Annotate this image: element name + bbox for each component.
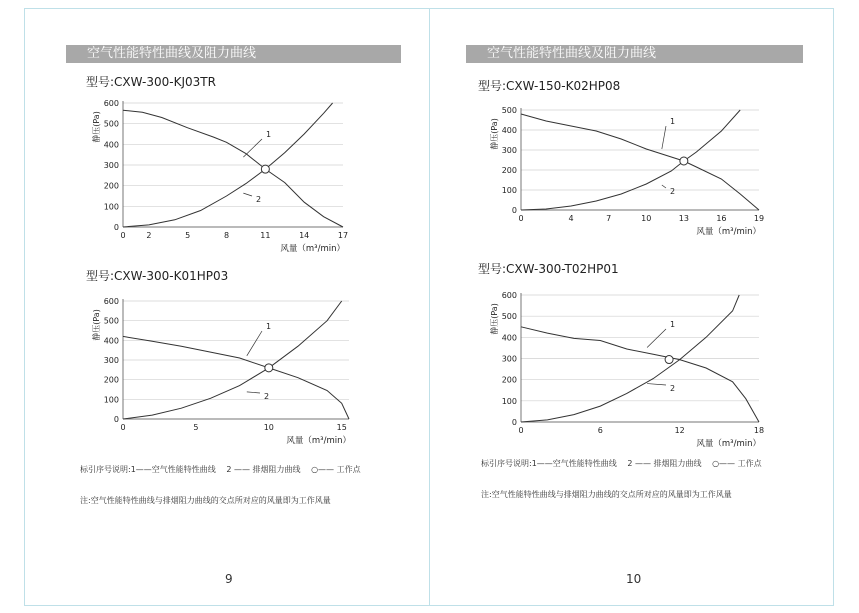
y-tick-label: 200 (103, 375, 119, 385)
y-tick-label: 200 (501, 375, 517, 385)
legend-num-2: 2 (226, 465, 232, 474)
legend-label-3: 工作点 (336, 465, 361, 474)
y-tick-label: 300 (501, 354, 517, 364)
x-tick-label: 8 (223, 231, 230, 240)
page-number: 10 (626, 572, 642, 586)
x-tick-label: 17 (337, 231, 349, 240)
fan-curve-chart (85, 97, 375, 259)
y-axis-label: 静压(Pa) (92, 111, 101, 143)
x-tick-label: 14 (299, 231, 310, 240)
y-tick-label: 500 (103, 119, 119, 129)
x-axis-label: 风量（m³/min） (696, 439, 761, 449)
y-tick-label: 100 (103, 202, 119, 212)
y-tick-label: 300 (103, 161, 119, 170)
operating-point-marker (265, 364, 273, 372)
x-tick-label: 16 (716, 214, 727, 223)
y-tick-label: 100 (501, 396, 517, 406)
y-tick-label: 400 (103, 336, 119, 346)
x-tick-label: 6 (597, 426, 603, 435)
operating-point-marker (261, 165, 269, 173)
curve-2-label: 2 (264, 392, 270, 401)
curve-1-leader (247, 331, 262, 356)
chart-model-label: 型号:CXW-300-KJ03TR (86, 75, 216, 89)
x-tick-label: 4 (568, 214, 574, 223)
curve-1-leader (243, 139, 262, 157)
curve-2-leader (243, 193, 252, 196)
y-tick-label: 0 (511, 418, 517, 427)
legend-dash: —— (231, 465, 253, 474)
header-accent (462, 45, 466, 63)
right-page (429, 8, 834, 606)
curve-1-label: 1 (266, 322, 272, 331)
x-tick-label: 0 (518, 214, 524, 223)
curve-2-label: 2 (670, 384, 676, 393)
curve-1-leader (647, 329, 666, 348)
x-axis-label: 风量（m³/min） (696, 227, 761, 237)
curve-2-leader (647, 384, 666, 385)
x-tick-label: 10 (641, 214, 652, 223)
x-axis-label: 风量（m³/min） (286, 436, 351, 446)
y-tick-label: 300 (501, 146, 517, 155)
y-axis-label: 静压(Pa) (490, 303, 499, 335)
curve-2-leader (662, 185, 666, 188)
x-tick-label: 10 (263, 423, 274, 432)
curve-1-label: 1 (266, 130, 272, 139)
x-tick-label: 19 (753, 214, 765, 223)
y-tick-label: 100 (501, 186, 517, 195)
x-tick-label: 18 (753, 426, 765, 435)
footnote: 注:空气性能特性曲线与排烟阻力曲线的交点所对应的风量即为工作风量 (481, 490, 732, 499)
legend-label-2: 排烟阻力曲线 (252, 465, 301, 474)
legend-prefix: 标引序号说明: (80, 465, 131, 474)
y-tick-label: 400 (501, 126, 517, 135)
section-header-title: 空气性能特性曲线及阻力曲线 (87, 46, 257, 61)
legend-num-1: 1 (531, 459, 537, 468)
page-number: 9 (225, 572, 233, 586)
curve-1-label: 1 (670, 320, 676, 329)
x-tick-label: 2 (146, 231, 152, 240)
x-tick-label: 5 (185, 231, 191, 240)
operating-point-marker (680, 157, 688, 165)
y-tick-label: 500 (501, 106, 517, 115)
fan-curve-chart (487, 285, 777, 455)
x-tick-label: 0 (120, 423, 126, 432)
footnote: 注:空气性能特性曲线与排烟阻力曲线的交点所对应的风量即为工作风量 (80, 496, 331, 505)
x-tick-label: 12 (674, 426, 685, 435)
x-tick-label: 5 (193, 423, 199, 432)
y-tick-label: 500 (103, 316, 119, 326)
curve-1-label: 1 (670, 117, 676, 126)
left-page (24, 8, 429, 606)
fan-performance-curve (123, 336, 349, 419)
y-tick-label: 300 (103, 356, 119, 365)
y-tick-label: 0 (511, 206, 517, 215)
chart-model-label: 型号:CXW-150-K02HP08 (478, 79, 621, 93)
legend (80, 464, 361, 475)
y-tick-label: 100 (103, 395, 119, 405)
x-tick-label: 13 (678, 214, 689, 223)
curve-2-leader (247, 392, 260, 393)
y-tick-label: 600 (103, 99, 119, 108)
y-tick-label: 200 (501, 166, 517, 175)
curve-2-label: 2 (256, 195, 262, 204)
x-tick-label: 7 (606, 214, 612, 223)
section-header-title: 空气性能特性曲线及阻力曲线 (487, 46, 657, 61)
legend-num-2: 2 (627, 459, 633, 468)
legend-dash: —— (536, 459, 553, 468)
y-axis-label: 静压(Pa) (490, 118, 499, 150)
legend-prefix: 标引序号说明: (481, 459, 532, 468)
y-tick-label: 200 (103, 181, 119, 191)
y-tick-label: 600 (501, 291, 517, 300)
chart-model-label: 型号:CXW-300-K01HP03 (86, 269, 229, 283)
y-tick-label: 0 (113, 415, 119, 424)
legend-dash: —— (632, 459, 654, 468)
y-axis-label: 静压(Pa) (92, 309, 101, 341)
legend-num-1: 1 (130, 465, 136, 474)
operating-point-icon: ○—— (311, 465, 335, 474)
section-header (462, 45, 803, 63)
operating-point-marker (665, 356, 673, 364)
x-axis-label: 风量（m³/min） (280, 244, 345, 254)
section-header (62, 45, 401, 63)
y-tick-label: 400 (501, 333, 517, 343)
y-tick-label: 600 (103, 297, 119, 306)
legend-dash: —— (135, 465, 152, 474)
fan-performance-curve (521, 327, 759, 422)
x-tick-label: 11 (260, 231, 271, 240)
y-tick-label: 500 (501, 312, 517, 322)
curve-2-label: 2 (670, 187, 676, 196)
legend (481, 458, 762, 469)
legend-label-1: 空气性能特性曲线 (552, 459, 617, 468)
x-tick-label: 0 (120, 231, 126, 240)
legend-label-3: 工作点 (737, 459, 762, 468)
curve-1-leader (662, 126, 666, 149)
x-tick-label: 15 (336, 423, 347, 432)
y-tick-label: 400 (103, 140, 119, 150)
legend-label-2: 排烟阻力曲线 (653, 459, 702, 468)
operating-point-icon: ○—— (712, 459, 736, 468)
legend-label-1: 空气性能特性曲线 (151, 465, 216, 474)
header-accent (62, 45, 66, 63)
fan-curve-chart (85, 291, 375, 453)
x-tick-label: 0 (518, 426, 524, 435)
duct-resistance-curve (521, 110, 740, 210)
fan-curve-chart (487, 102, 777, 248)
y-tick-label: 0 (113, 223, 119, 232)
chart-model-label: 型号:CXW-300-T02HP01 (478, 262, 619, 276)
